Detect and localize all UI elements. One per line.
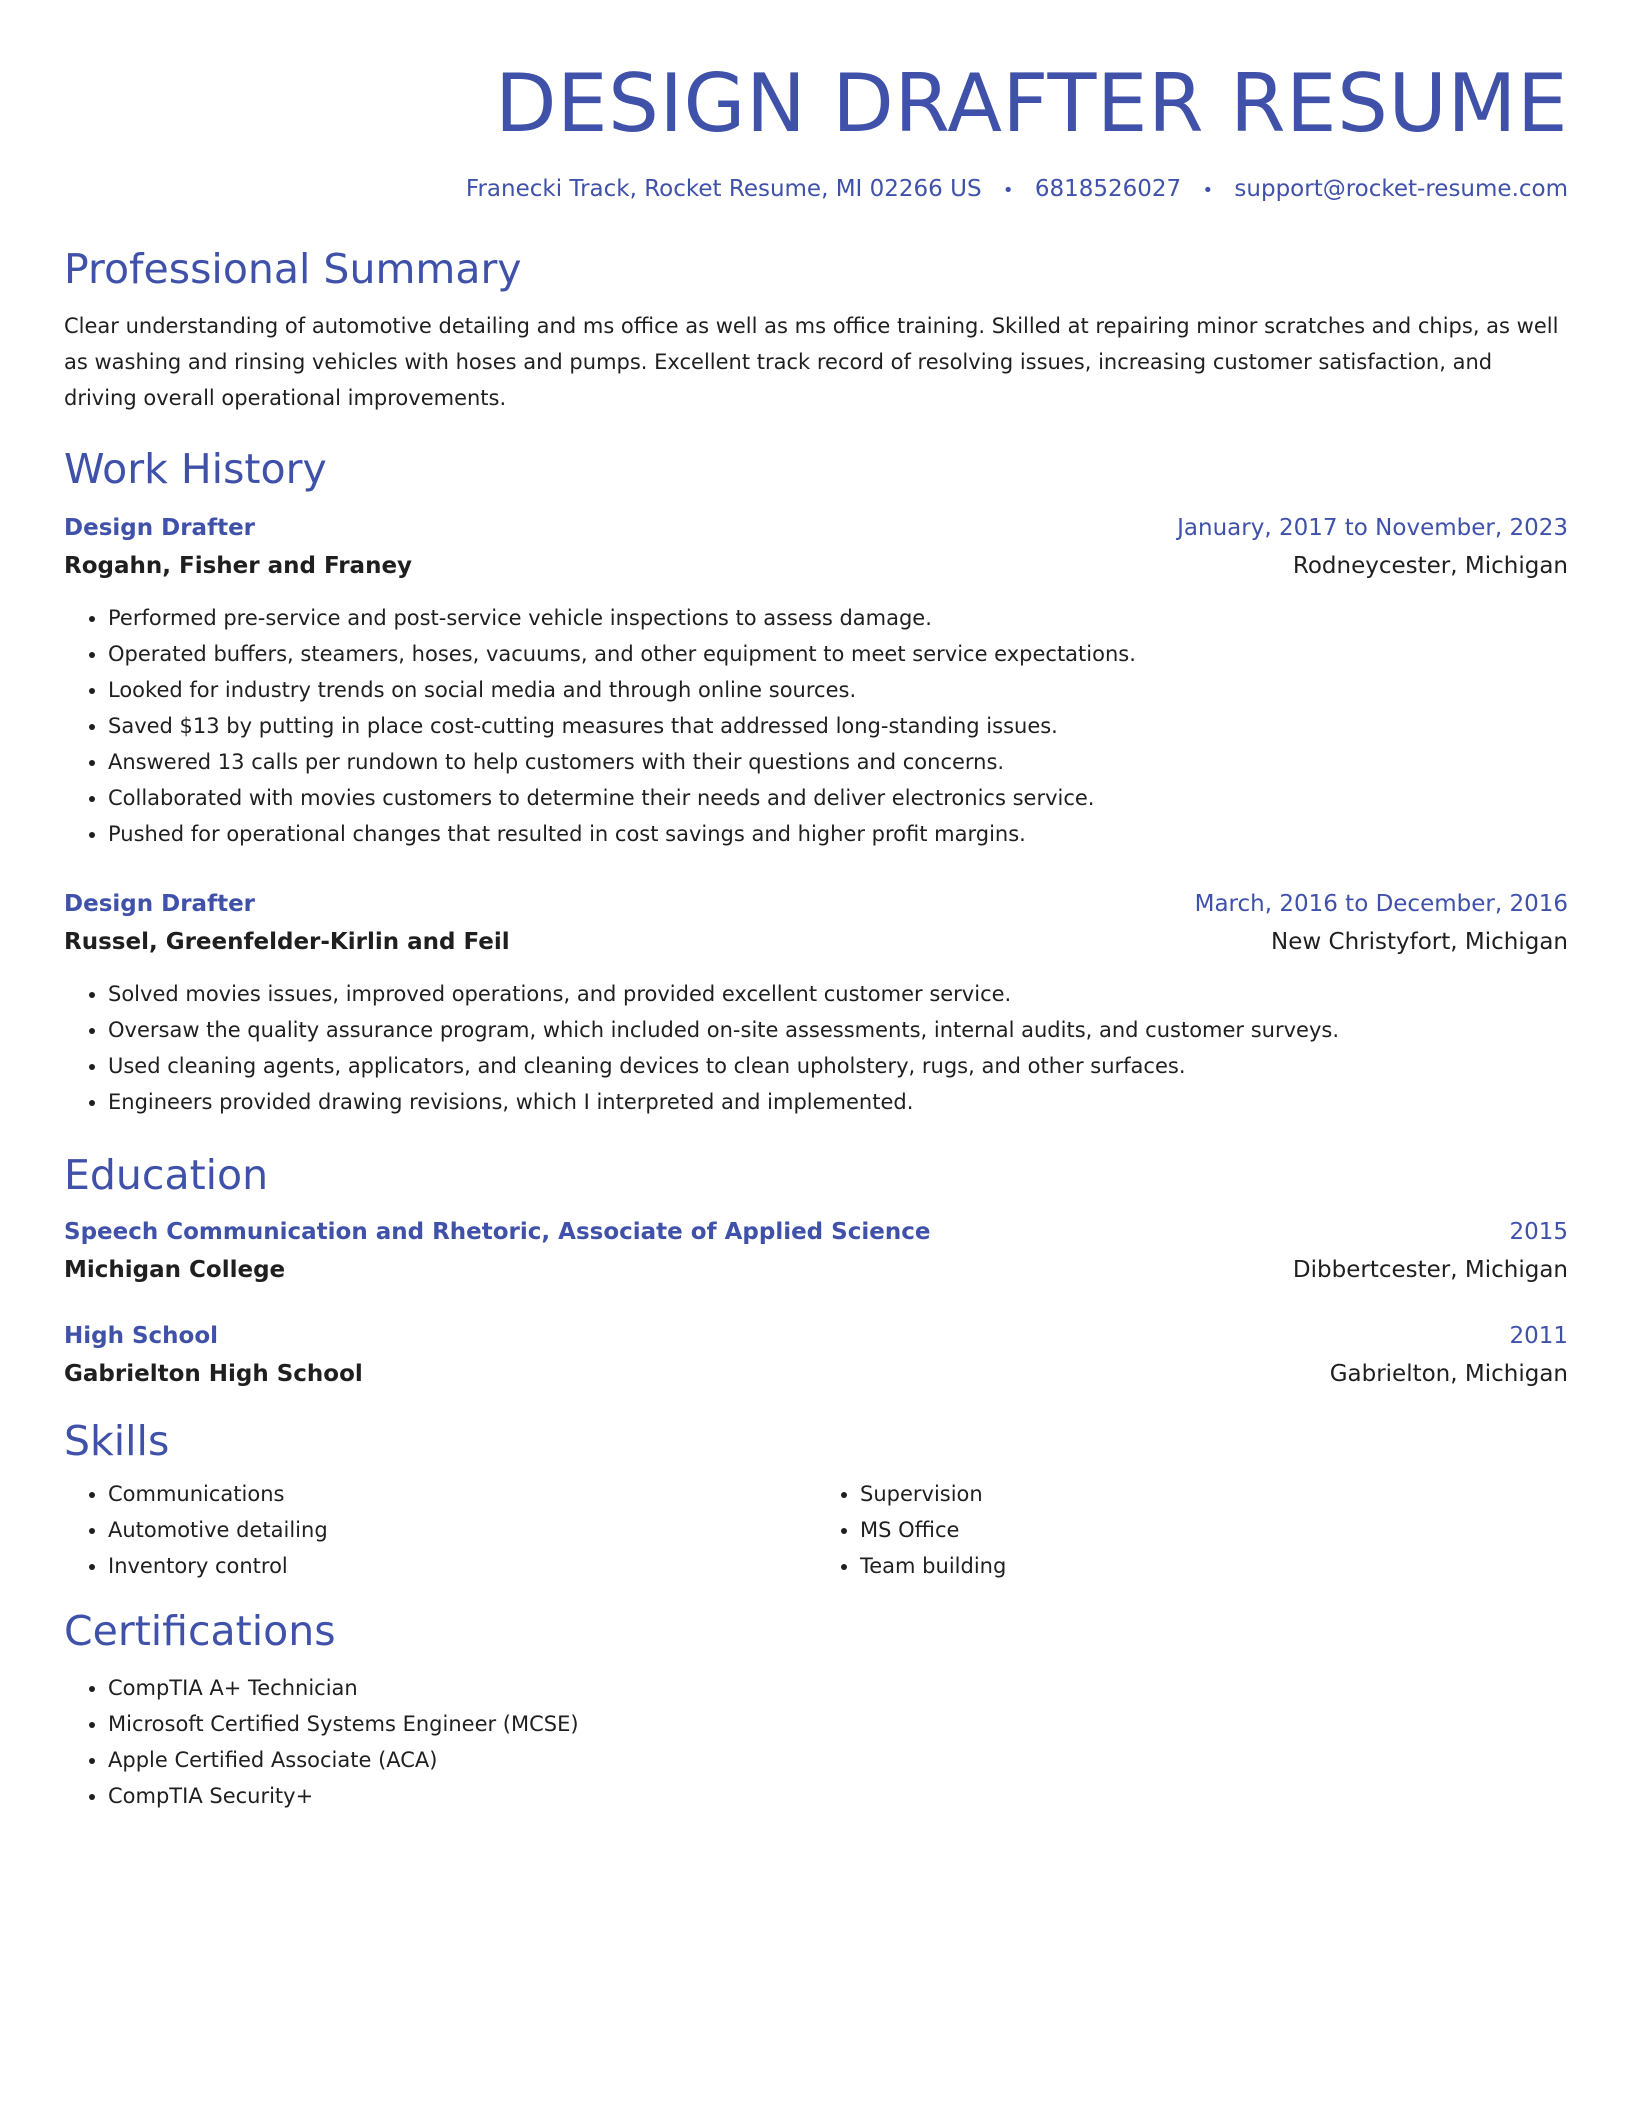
job-bullet: • Engineers provided drawing revisions, which I interpreted and implemented. (108, 1084, 1568, 1120)
skill-item: • Team building (860, 1548, 1568, 1584)
education-header-row (64, 1214, 1568, 1250)
section-heading-skills: Skills (64, 1417, 170, 1465)
job-entry (64, 510, 1568, 852)
contact-email: support@rocket-resume.com (1234, 176, 1568, 202)
job-title: Design Drafter (64, 891, 256, 917)
education-header-row (64, 1318, 1568, 1354)
education-degree: High School (64, 1323, 219, 1349)
skills-list-right (816, 1476, 1568, 1584)
skill-item: • Automotive detailing (108, 1512, 816, 1548)
education-school-row (64, 1354, 1568, 1394)
job-entry (64, 886, 1568, 1120)
education-school: Gabrielton High School (64, 1361, 363, 1387)
job-location: New Christyfort, Michigan (1271, 929, 1568, 955)
education-school-row (64, 1250, 1568, 1290)
job-bullet: • Looked for industry trends on social media and through online sources. (108, 672, 1568, 708)
contact-address: Franecki Track, Rocket Resume, MI 02266 US (465, 176, 982, 202)
skill-item: • Supervision (860, 1476, 1568, 1512)
certifications-section (64, 1606, 1568, 1814)
page-title: DESIGN DRAFTER RESUME (494, 57, 1568, 150)
job-company-row (64, 546, 1568, 586)
contact-line (64, 174, 1568, 206)
job-bullet: • Saved $13 by putting in place cost-cutting measures that addressed long-standing issues. (108, 708, 1568, 744)
education-year: 2015 (1509, 1219, 1568, 1245)
section-heading-summary: Professional Summary (64, 245, 522, 293)
section-heading-certifications: Certifications (64, 1607, 336, 1655)
section-heading-education: Education (64, 1151, 269, 1199)
skills-section (64, 1416, 1568, 1584)
job-header-row (64, 886, 1568, 922)
summary-text: Clear understanding of automotive detailing and ms office as well as ms office training. Skilled at repairing minor scratches and chips, as well as washing and rinsing vehicles with hoses and pumps. Excellent track record of resolving issues, increasing customer satisfaction, and driving overall operational improvements. (64, 314, 1559, 410)
job-company: Rogahn, Fisher and Franey (64, 553, 413, 579)
certification-item: • Apple Certified Associate (ACA) (108, 1742, 1568, 1778)
job-bullet: • Collaborated with movies customers to determine their needs and deliver electronics service. (108, 780, 1568, 816)
job-bullet: • Answered 13 calls per rundown to help customers with their questions and concerns. (108, 744, 1568, 780)
job-bullet-list (64, 976, 1568, 1120)
job-bullet: • Operated buffers, steamers, hoses, vacuums, and other equipment to meet service expectations. (108, 636, 1568, 672)
section-heading-work: Work History (64, 445, 327, 493)
summary-section (64, 244, 1568, 416)
work-history-section (64, 444, 1568, 1120)
education-location: Dibbertcester, Michigan (1292, 1257, 1568, 1283)
job-company-row (64, 922, 1568, 962)
education-section (64, 1150, 1568, 1394)
job-bullet-list (64, 600, 1568, 852)
job-bullet: • Performed pre-service and post-service vehicle inspections to assess damage. (108, 600, 1568, 636)
job-company: Russel, Greenfelder-Kirlin and Feil (64, 929, 510, 955)
job-header-row (64, 510, 1568, 546)
education-location: Gabrielton, Michigan (1329, 1361, 1568, 1387)
job-dates: March, 2016 to December, 2016 (1194, 891, 1568, 917)
job-bullet: • Solved movies issues, improved operations, and provided excellent customer service. (108, 976, 1568, 1012)
certification-item: • CompTIA A+ Technician (108, 1670, 1568, 1706)
contact-phone: 6818526027 (1034, 176, 1182, 202)
job-title: Design Drafter (64, 515, 256, 541)
education-degree: Speech Communication and Rhetoric, Associate of Applied Science (64, 1219, 931, 1245)
contact-separator: • (1202, 180, 1214, 201)
job-bullet: • Oversaw the quality assurance program, which included on-site assessments, internal audits, and customer surveys. (108, 1012, 1568, 1048)
certification-item: • CompTIA Security+ (108, 1778, 1568, 1814)
resume-header (64, 0, 1568, 206)
job-dates: January, 2017 to November, 2023 (1177, 515, 1568, 541)
education-entry (64, 1214, 1568, 1290)
certifications-list (64, 1670, 1568, 1814)
skills-list-left (64, 1476, 816, 1584)
job-location: Rodneycester, Michigan (1292, 553, 1568, 579)
education-entry (64, 1318, 1568, 1394)
job-bullet: • Used cleaning agents, applicators, and cleaning devices to clean upholstery, rugs, and other surfaces. (108, 1048, 1568, 1084)
job-bullet: • Pushed for operational changes that resulted in cost savings and higher profit margins. (108, 816, 1568, 852)
education-school: Michigan College (64, 1257, 286, 1283)
contact-separator: • (1002, 180, 1014, 201)
skills-grid (64, 1476, 1568, 1584)
skill-item: • Communications (108, 1476, 816, 1512)
skill-item: • Inventory control (108, 1548, 816, 1584)
skill-item: • MS Office (860, 1512, 1568, 1548)
education-year: 2011 (1509, 1323, 1568, 1349)
certification-item: • Microsoft Certified Systems Engineer (MCSE) (108, 1706, 1568, 1742)
